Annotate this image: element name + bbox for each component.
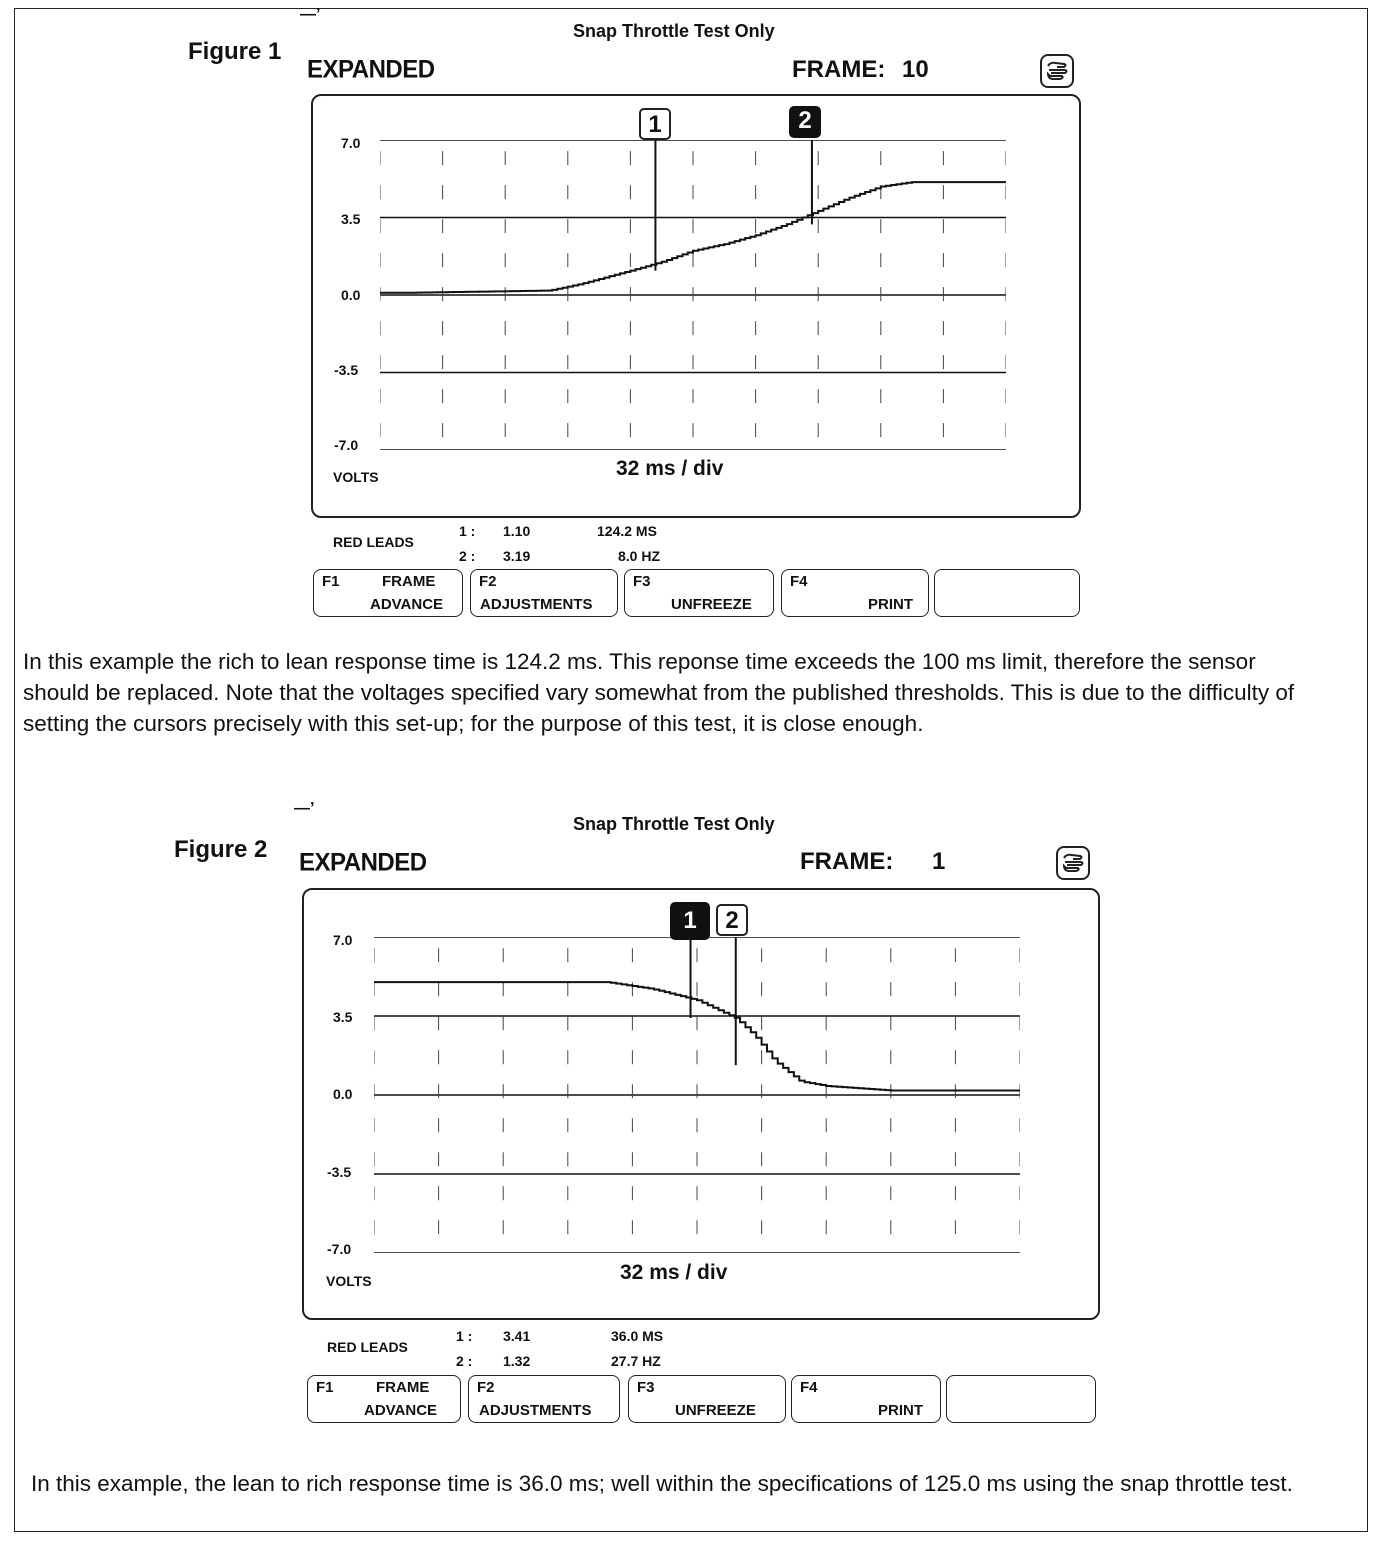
frame-value: 1: [932, 848, 946, 875]
y-tick-label: 7.0: [341, 135, 361, 151]
f1-frame-advance-button[interactable]: [307, 1375, 461, 1423]
fkey-label: FRAME: [382, 573, 436, 590]
corner-mark: —’: [300, 6, 321, 23]
hold-icon[interactable]: [1056, 846, 1090, 880]
fkey-id: F3: [637, 1379, 655, 1396]
y-tick-label: 0.0: [333, 1086, 353, 1102]
f5-blank-button[interactable]: [946, 1375, 1096, 1423]
timebase-label: 32 ms / div: [620, 1261, 728, 1284]
frame-label: FRAME:: [800, 848, 894, 875]
fkey-label: UNFREEZE: [671, 596, 752, 613]
f3-unfreeze-button[interactable]: [628, 1375, 786, 1423]
cursor-1-marker[interactable]: 1: [670, 902, 710, 940]
frame-label: FRAME:: [792, 56, 886, 83]
mode-label: EXPANDED: [299, 848, 427, 877]
paragraph-2: In this example, the lean to rich response time is 36.0 ms; well within the specifications of 125.0 ms using the snap throttle test.: [31, 1471, 1293, 1496]
f2-adjustments-button[interactable]: [468, 1375, 620, 1423]
f4-print-button[interactable]: [791, 1375, 941, 1423]
leads-label: RED LEADS: [327, 1339, 408, 1355]
fkey-id: F1: [316, 1379, 334, 1396]
paragraph-1: In this example the rich to lean response time is 124.2 ms. This reponse time exceeds the 100 ms limit, therefore the sensor should be replaced. Note that the voltages specified vary somewhat from the published thresholds. This is due to the difficulty of setting the cursors precisely with this set-up; for the purpose of this test, it is close enough.: [23, 649, 1295, 736]
readout-1-time: 124.2 MS: [597, 523, 657, 539]
fkey-label: PRINT: [868, 596, 913, 613]
scope-title: Snap Throttle Test Only: [573, 21, 775, 41]
mode-label: EXPANDED: [307, 55, 435, 84]
fkey-label: ADVANCE: [364, 1402, 438, 1419]
y-tick-label: 3.5: [341, 211, 361, 227]
fkey-label: ADVANCE: [370, 596, 444, 613]
readout-2-freq: 8.0 HZ: [618, 548, 661, 564]
f3-unfreeze-button[interactable]: [624, 569, 774, 617]
readout-1-volts: 1.10: [503, 523, 531, 539]
y-tick-label: 7.0: [333, 932, 353, 948]
f2-adjustments-button[interactable]: [470, 569, 618, 617]
waveform-plot: [374, 937, 1020, 1253]
scope-title: Snap Throttle Test Only: [573, 814, 775, 834]
y-tick-label: -7.0: [327, 1241, 352, 1257]
f5-blank-button[interactable]: [934, 569, 1080, 617]
frame-value: 10: [902, 56, 929, 83]
fkey-id: F2: [477, 1379, 495, 1396]
cursor-2-marker[interactable]: 2: [789, 106, 821, 138]
fkey-id: F2: [479, 573, 497, 590]
y-tick-label: -3.5: [334, 362, 359, 378]
y-tick-label: -7.0: [334, 437, 359, 453]
corner-mark: —’: [294, 800, 315, 817]
waveform-trace: [374, 982, 1020, 1090]
cursor-2-marker[interactable]: 2: [716, 904, 748, 936]
readout-1-volts: 3.41: [503, 1328, 531, 1344]
fkey-id: F4: [800, 1379, 818, 1396]
timebase-label: 32 ms / div: [616, 457, 724, 480]
readout-2-index: 2 :: [459, 548, 476, 564]
readout-2-volts: 3.19: [503, 548, 531, 564]
y-tick-label: -3.5: [327, 1164, 352, 1180]
fkey-id: F3: [633, 573, 651, 590]
fkey-label: ADJUSTMENTS: [479, 1402, 592, 1419]
y-tick-label: 0.0: [341, 287, 361, 303]
fkey-id: F1: [322, 573, 340, 590]
figure-2-label: Figure 2: [174, 836, 268, 863]
fkey-label: UNFREEZE: [675, 1402, 756, 1419]
cursor-1-marker[interactable]: 1: [639, 108, 671, 140]
waveform-plot: [380, 140, 1006, 450]
hand-icon: [1058, 848, 1088, 878]
readout-1-index: 1 :: [456, 1328, 473, 1344]
fkey-label: PRINT: [878, 1402, 923, 1419]
f1-frame-advance-button[interactable]: [313, 569, 463, 617]
readout-2-freq: 27.7 HZ: [611, 1353, 661, 1369]
leads-label: RED LEADS: [333, 534, 414, 550]
figure-1-label: Figure 1: [188, 38, 282, 65]
readout-2-volts: 1.32: [503, 1353, 531, 1369]
readout-2-index: 2 :: [456, 1353, 473, 1369]
y-tick-label: 3.5: [333, 1009, 353, 1025]
f4-print-button[interactable]: [781, 569, 929, 617]
units-label: VOLTS: [333, 469, 379, 485]
fkey-id: F4: [790, 573, 808, 590]
hand-icon: [1042, 56, 1072, 86]
fkey-label: ADJUSTMENTS: [480, 596, 593, 613]
fkey-label: FRAME: [376, 1379, 430, 1396]
units-label: VOLTS: [326, 1273, 372, 1289]
readout-1-index: 1 :: [459, 523, 476, 539]
readout-1-time: 36.0 MS: [611, 1328, 664, 1344]
hold-icon[interactable]: [1040, 54, 1074, 88]
